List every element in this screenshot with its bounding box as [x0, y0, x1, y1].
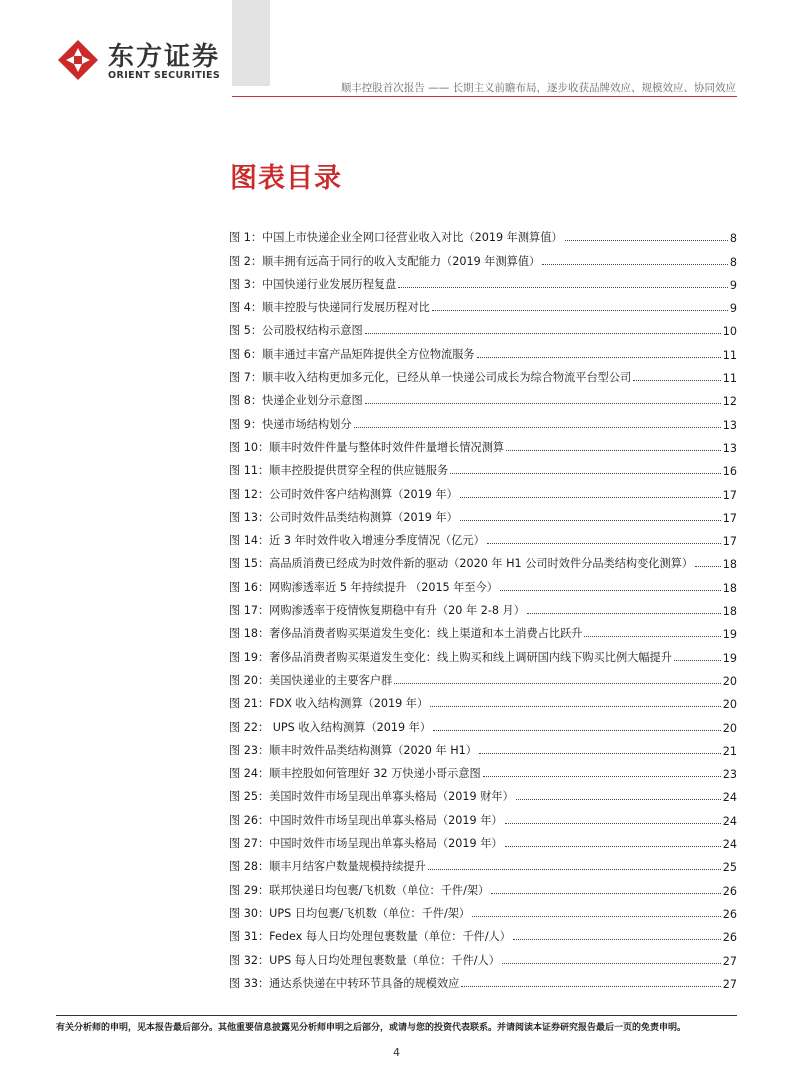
toc-entry-page[interactable]: 20 [722, 698, 737, 712]
toc-leader-dots [460, 520, 721, 521]
toc-entry[interactable] [229, 688, 737, 711]
toc-entry-page[interactable]: 17 [722, 488, 737, 502]
toc-entry-label[interactable]: 图 27：中国时效件市场呈现出单寡头格局（2019 年） [229, 837, 503, 851]
toc-leader-dots [565, 240, 728, 241]
toc-entry[interactable] [229, 851, 737, 874]
toc-entry[interactable] [229, 641, 737, 664]
toc-entry-label[interactable]: 图 6：顺丰通过丰富产品矩阵提供全方位物流服务 [229, 347, 475, 361]
toc-entry-page[interactable]: 11 [722, 372, 737, 386]
toc-leader-dots [695, 566, 721, 567]
toc-entry-page[interactable]: 20 [722, 721, 737, 735]
toc-entry-page[interactable]: 27 [722, 977, 737, 991]
toc-entry[interactable] [229, 781, 737, 804]
toc-entry-label[interactable]: 图 17：网购渗透率于疫情恢复期稳中有升（20 年 2-8 月） [229, 604, 525, 618]
toc-leader-dots [450, 473, 721, 474]
toc-entry[interactable] [229, 548, 737, 571]
toc-entry[interactable] [229, 595, 737, 618]
toc-entry-label[interactable]: 图 23：顺丰时效件品类结构测算（2020 年 H1） [229, 743, 477, 757]
toc-entry-label[interactable]: 图 28：顺丰月结客户数量规模持续提升 [229, 860, 426, 874]
toc-leader-dots [479, 753, 721, 754]
toc-entry[interactable] [229, 735, 737, 758]
toc-entry-label[interactable]: 图 4：顺丰控股与快递同行发展历程对比 [229, 301, 430, 315]
toc-leader-dots [500, 590, 721, 591]
toc-entry-page[interactable]: 10 [722, 325, 737, 339]
toc-entry[interactable] [229, 455, 737, 478]
toc-leader-dots [398, 287, 728, 288]
toc-entry-page[interactable]: 19 [722, 628, 737, 642]
toc-entry-page[interactable]: 12 [722, 395, 737, 409]
orient-logo-icon [56, 38, 100, 82]
toc-entry-page[interactable]: 18 [722, 558, 737, 572]
toc-entry-label[interactable]: 图 13：公司时效件品类结构测算（2019 年） [229, 510, 458, 524]
toc-leader-dots [491, 893, 720, 894]
toc-entry-page[interactable]: 27 [722, 954, 737, 968]
toc-entry[interactable] [229, 828, 737, 851]
toc-leader-dots [633, 380, 721, 381]
toc-entry-label[interactable]: 图 20：美国快递业的主要客户群 [229, 673, 393, 687]
toc-entry-page[interactable]: 19 [722, 651, 737, 665]
toc-entry[interactable] [229, 338, 737, 361]
toc-leader-dots [516, 799, 721, 800]
toc-entry-label[interactable]: 图 24：顺丰控股如何管理好 32 万快递小哥示意图 [229, 767, 481, 781]
toc-leader-dots [505, 823, 721, 824]
page-number: 4 [393, 1046, 400, 1059]
toc-entry[interactable] [229, 245, 737, 268]
logo-english-name: ORIENT SECURITIES [108, 70, 221, 81]
header-divider [232, 96, 737, 97]
toc-entry[interactable] [229, 921, 737, 944]
toc-leader-dots [354, 427, 721, 428]
toc-leader-dots [513, 939, 721, 940]
toc-leader-dots [502, 963, 721, 964]
toc-entry-page[interactable]: 13 [722, 418, 737, 432]
toc-entry-page[interactable]: 17 [722, 511, 737, 525]
toc-entry-page[interactable]: 9 [729, 302, 737, 316]
toc-entry[interactable] [229, 222, 737, 245]
toc-entry[interactable] [229, 292, 737, 315]
toc-leader-dots [542, 264, 728, 265]
toc-entry[interactable] [229, 432, 737, 455]
toc-leader-dots [394, 683, 721, 684]
toc-leader-dots [487, 543, 721, 544]
toc-leader-dots [472, 916, 721, 917]
toc-entry-label[interactable]: 图 8：快递企业划分示意图 [229, 394, 363, 408]
toc-entry-page[interactable]: 26 [722, 931, 737, 945]
toc-entry[interactable] [229, 804, 737, 827]
table-of-figures [229, 222, 737, 991]
toc-entry-label[interactable]: 图 2：顺丰拥有远高于同行的收入支配能力（2019 年测算值） [229, 254, 541, 268]
toc-entry-label[interactable]: 图 5：公司股权结构示意图 [229, 324, 363, 338]
toc-leader-dots [584, 636, 720, 637]
footer-divider [56, 1015, 737, 1016]
toc-entry-label[interactable]: 图 10：顺丰时效件件量与整体时效件件量增长情况测算 [229, 440, 505, 454]
toc-leader-dots [365, 403, 721, 404]
toc-entry-label[interactable]: 图 32：UPS 每人日均处理包裹数量（单位：千件/人） [229, 953, 500, 967]
toc-entry-page[interactable]: 25 [722, 861, 737, 875]
toc-entry[interactable] [229, 968, 737, 991]
toc-leader-dots [461, 986, 720, 987]
header-decor-block [232, 0, 270, 86]
toc-entry[interactable] [229, 525, 737, 548]
toc-entry-label[interactable]: 图 9：快递市场结构划分 [229, 417, 352, 431]
toc-entry-label[interactable]: 图 14：近 3 年时效件收入增速分季度情况（亿元） [229, 534, 485, 548]
toc-entry-page[interactable]: 18 [722, 581, 737, 595]
toc-entry-page[interactable]: 26 [722, 907, 737, 921]
toc-entry-label[interactable]: 图 1：中国上市快递企业全网口径营业收入对比（2019 年测算值） [229, 231, 563, 245]
toc-entry-page[interactable]: 16 [722, 465, 737, 479]
toc-leader-dots [527, 613, 721, 614]
toc-entry-page[interactable]: 24 [722, 791, 737, 805]
toc-entry-label[interactable]: 图 29：联邦快递日均包裹/飞机数（单位：千件/架） [229, 883, 490, 897]
toc-entry-label[interactable]: 图 12：公司时效件客户结构测算（2019 年） [229, 487, 458, 501]
toc-entry-page[interactable]: 20 [722, 674, 737, 688]
toc-entry-page[interactable]: 21 [722, 744, 737, 758]
toc-entry[interactable] [229, 758, 737, 781]
toc-leader-dots [430, 706, 721, 707]
toc-entry[interactable] [229, 944, 737, 967]
toc-heading: 图表目录 [230, 163, 342, 194]
toc-entry[interactable] [229, 408, 737, 431]
toc-entry[interactable] [229, 665, 737, 688]
logo-chinese-name: 东方证券 [108, 42, 221, 72]
toc-entry-label[interactable]: 图 16：网购渗透率近 5 年持续提升 （2015 年至今） [229, 580, 498, 594]
toc-entry-page[interactable]: 23 [722, 768, 737, 782]
toc-entry-page[interactable]: 24 [722, 814, 737, 828]
toc-entry[interactable] [229, 874, 737, 897]
toc-entry[interactable] [229, 385, 737, 408]
toc-entry-label[interactable]: 图 18：奢侈品消费者购买渠道发生变化：线上渠道和本土消费占比跃升 [229, 627, 583, 641]
toc-leader-dots [506, 450, 721, 451]
toc-entry-page[interactable]: 24 [722, 838, 737, 852]
toc-entry[interactable] [229, 711, 737, 734]
toc-leader-dots [460, 497, 721, 498]
toc-leader-dots [432, 310, 728, 311]
toc-leader-dots [477, 357, 721, 358]
toc-entry-label[interactable]: 图 21：FDX 收入结构测算（2019 年） [229, 697, 429, 711]
toc-leader-dots [365, 333, 721, 334]
toc-leader-dots [505, 846, 721, 847]
toc-entry[interactable] [229, 618, 737, 641]
toc-entry-page[interactable]: 8 [729, 232, 737, 246]
toc-entry-page[interactable]: 11 [722, 348, 737, 362]
toc-entry[interactable] [229, 269, 737, 292]
toc-entry-label[interactable]: 图 26：中国时效件市场呈现出单寡头格局（2019 年） [229, 813, 503, 827]
toc-entry-page[interactable]: 9 [729, 278, 737, 292]
toc-entry[interactable] [229, 898, 737, 921]
toc-entry-page[interactable]: 8 [729, 255, 737, 269]
toc-entry-label[interactable]: 图 19：奢侈品消费者购买渠道发生变化：线上购买和线上调研国内线下购买比例大幅提升 [229, 650, 672, 664]
toc-entry[interactable] [229, 362, 737, 385]
report-header-title: 顺丰控股首次报告 —— 长期主义前瞻布局，逐步收获品牌效应、规模效应、协同效应 [340, 82, 736, 94]
toc-entry-label[interactable]: 图 11：顺丰控股提供贯穿全程的供应链服务 [229, 464, 449, 478]
toc-entry-label[interactable]: 图 7：顺丰收入结构更加多元化，已经从单一快递公司成长为综合物流平台型公司 [229, 371, 632, 385]
toc-entry[interactable] [229, 315, 737, 338]
toc-leader-dots [483, 776, 721, 777]
toc-leader-dots [433, 730, 721, 731]
toc-entry-label[interactable]: 图 31：Fedex 每人日均处理包裹数量（单位：千件/人） [229, 930, 511, 944]
toc-entry-label[interactable]: 图 3：中国快递行业发展历程复盘 [229, 277, 397, 291]
toc-entry-page[interactable]: 17 [722, 535, 737, 549]
toc-entry-label[interactable]: 图 15：高品质消费已经成为时效件新的驱动（2020 年 H1 公司时效件分品类结构变化测算） [229, 557, 694, 571]
toc-entry[interactable] [229, 571, 737, 594]
toc-entry-label[interactable]: 图 25：美国时效件市场呈现出单寡头格局（2019 财年） [229, 790, 514, 804]
toc-entry[interactable] [229, 478, 737, 501]
toc-entry[interactable] [229, 502, 737, 525]
toc-entry-page[interactable]: 13 [722, 441, 737, 455]
toc-entry-label[interactable]: 图 22： UPS 收入结构测算（2019 年） [229, 720, 432, 734]
footer-disclaimer: 有关分析师的申明，见本报告最后部分。其他重要信息披露见分析师申明之后部分，或请与您的投资代表联系。并请阅读本证券研究报告最后一页的免责申明。 [56, 1023, 687, 1033]
toc-entry-page[interactable]: 26 [722, 884, 737, 898]
toc-entry-page[interactable]: 18 [722, 605, 737, 619]
toc-entry-label[interactable]: 图 33：通达系快递在中转环节具备的规模效应 [229, 976, 460, 990]
toc-leader-dots [428, 869, 721, 870]
toc-leader-dots [674, 660, 721, 661]
toc-entry-label[interactable]: 图 30：UPS 日均包裹/飞机数（单位：千件/架） [229, 906, 471, 920]
